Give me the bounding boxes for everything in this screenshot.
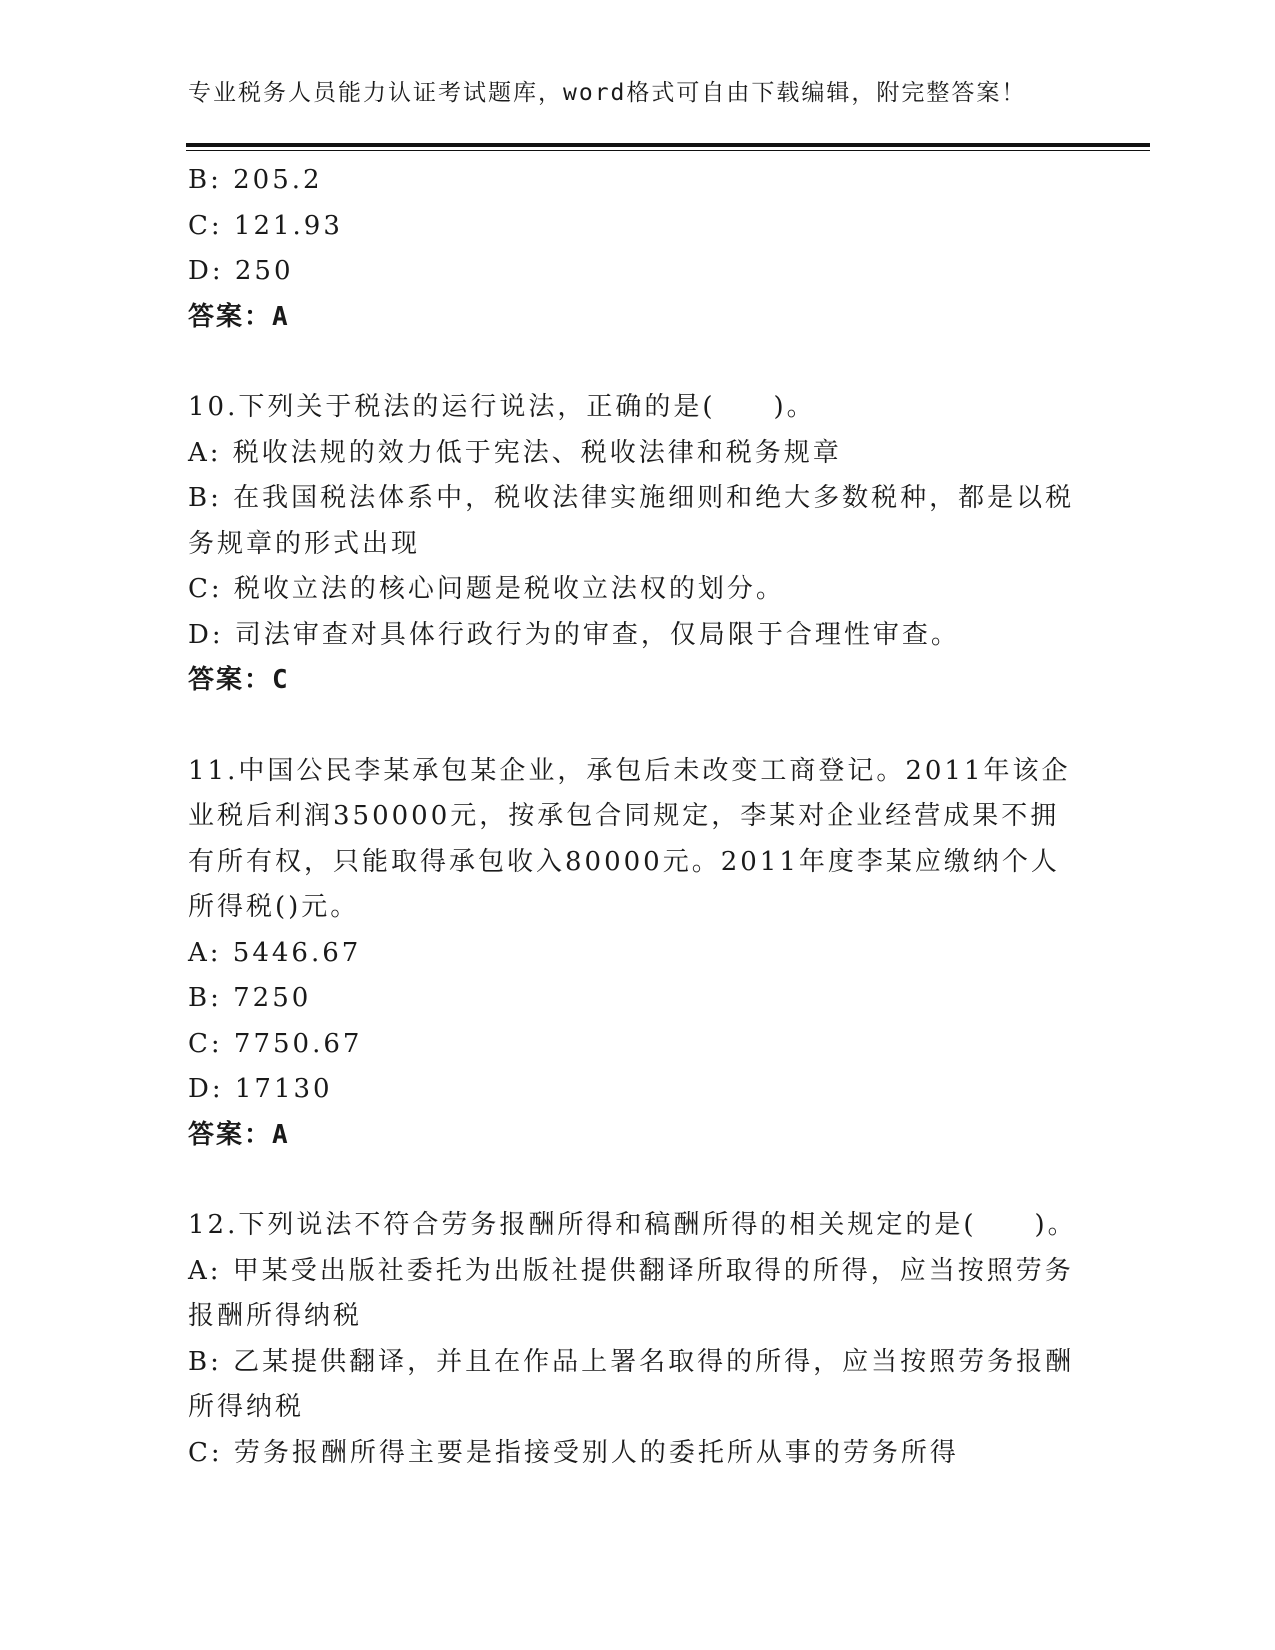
option-b: B: 205.2: [188, 165, 323, 195]
spacer: [188, 340, 1088, 385]
option-a: A: 税收法规的效力低于宪法、税收法律和税务规章: [188, 437, 842, 468]
answer-line: 答案：C: [188, 665, 290, 695]
question-stem: 10.下列关于税法的运行说法，正确的是( )。: [188, 392, 816, 422]
answer-line: 答案：A: [188, 301, 290, 332]
document-header: 专业税务人员能力认证考试题库，word格式可自由下载编辑，附完整答案！: [188, 80, 1027, 106]
question-stem: 12.下列说法不符合劳务报酬所得和稿酬所得的相关规定的是( )。: [188, 1210, 1077, 1240]
question-12: [188, 1203, 1088, 1476]
question-11: [188, 749, 1088, 1159]
header-rule-thick: [186, 143, 1150, 147]
option-d: D: 250: [188, 256, 294, 286]
option-c: C: 121.93: [188, 210, 343, 241]
option-a: A: 甲某受出版社委托为出版社提供翻译所取得的所得，应当按照劳务报酬所得纳税: [188, 1255, 1074, 1331]
answer-line: 答案：A: [188, 1119, 290, 1150]
spacer: [188, 704, 1088, 749]
question-10: [188, 385, 1088, 704]
option-d: D: 17130: [188, 1074, 333, 1104]
option-b: B: 乙某提供翻译，并且在作品上署名取得的所得，应当按照劳务报酬所得纳税: [188, 1346, 1075, 1422]
spacer: [188, 1158, 1088, 1203]
header-rule-thin: [186, 150, 1150, 151]
question-stem: 11.中国公民李某承包某企业，承包后未改变工商登记。2011年该企业税后利润350000元，按承包合同规定，李某对企业经营成果不拥有所有权，只能取得承包收入80000元。2011年度李某应缴纳个人所得税()元。: [188, 755, 1071, 922]
option-a: A: 5446.67: [188, 937, 362, 968]
option-d: D: 司法审查对具体行政行为的审查，仅局限于合理性审查。: [188, 619, 960, 650]
question-9-tail: [188, 158, 1088, 340]
option-c: C: 税收立法的核心问题是税收立法权的划分。: [188, 574, 785, 604]
option-b: B: 7250: [188, 983, 312, 1013]
document-body: [188, 158, 1088, 1476]
option-b: B: 在我国税法体系中，税收法律实施细则和绝大多数税种，都是以税务规章的形式出现: [188, 483, 1075, 559]
option-c: C: 7750.67: [188, 1028, 363, 1059]
option-c: C: 劳务报酬所得主要是指接受别人的委托所从事的劳务所得: [188, 1437, 959, 1468]
